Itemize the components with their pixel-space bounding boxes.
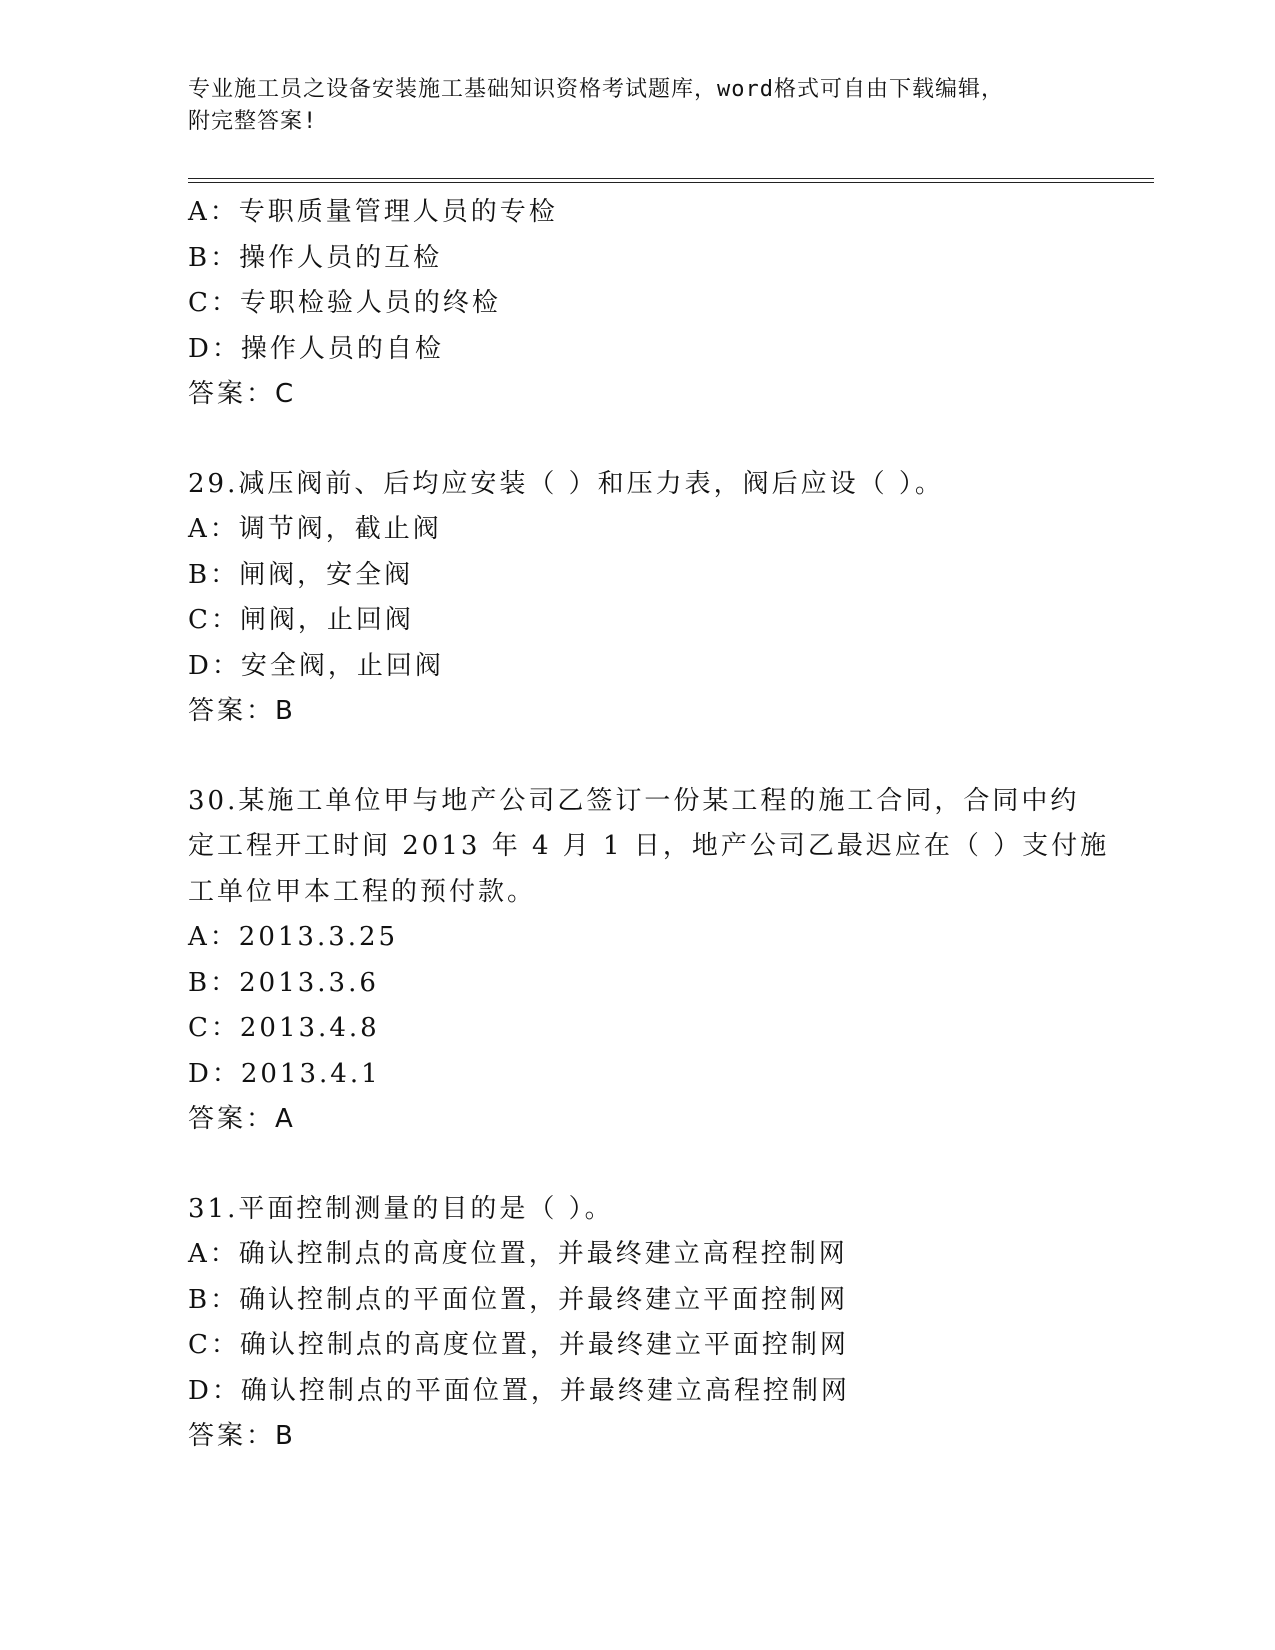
question-list: [188, 190, 1148, 1460]
option-c: C：闸阀，止回阀: [188, 605, 414, 635]
option-d: D：确认控制点的平面位置，并最终建立高程控制网: [188, 1375, 850, 1406]
option-a: A：2013.3.25: [188, 922, 399, 952]
question-stem-line-2: 定工程开工时间 2013 年 4 月 1 日，地产公司乙最迟应在（ ）支付施: [188, 831, 1110, 861]
question-stem-line-1: 30.某施工单位甲与地产公司乙签订一份某工程的施工合同，合同中约: [188, 785, 1080, 816]
spacer: [188, 1143, 1148, 1187]
option-b: B：2013.3.6: [188, 967, 379, 998]
document-header: [188, 74, 1088, 138]
question-stem: 29.减压阀前、后均应安装（ ）和压力表，阀后应设（ ）。: [188, 468, 944, 499]
option-a: A：专职质量管理人员的专检: [188, 197, 558, 227]
option-d: D：安全阀，止回阀: [188, 650, 444, 681]
option-d: D：2013.4.1: [188, 1058, 381, 1089]
option-b: B：确认控制点的平面位置，并最终建立平面控制网: [188, 1284, 849, 1315]
spacer: [188, 735, 1148, 779]
option-d: D：操作人员的自检: [188, 333, 444, 364]
header-title-line-2: 附完整答案!: [188, 109, 318, 134]
question-29: [188, 462, 1148, 735]
option-a: A：确认控制点的高度位置，并最终建立高程控制网: [188, 1239, 848, 1269]
question-stem-line-3: 工单位甲本工程的预付款。: [188, 876, 537, 907]
answer-line: 答案：C: [188, 379, 297, 409]
answer-line: 答案：B: [188, 696, 296, 726]
header-divider-bottom: [188, 182, 1154, 183]
question-31: [188, 1187, 1148, 1460]
spacer: [188, 418, 1148, 462]
option-a: A：调节阀，截止阀: [188, 514, 442, 544]
option-b: B：操作人员的互检: [188, 242, 443, 273]
option-c: C：确认控制点的高度位置，并最终建立平面控制网: [188, 1330, 849, 1360]
answer-line: 答案：A: [188, 1104, 296, 1134]
question-stem: 31.平面控制测量的目的是（ ）。: [188, 1193, 614, 1224]
option-c: C：专职检验人员的终检: [188, 288, 501, 318]
header-title-line-1: 专业施工员之设备安装施工基础知识资格考试题库，word格式可自由下载编辑，: [188, 77, 1004, 102]
question-30: [188, 779, 1148, 1143]
header-divider-top: [188, 178, 1154, 179]
option-b: B：闸阀，安全阀: [188, 559, 414, 590]
question-28-continued: [188, 190, 1148, 418]
answer-line: 答案：B: [188, 1421, 296, 1451]
option-c: C：2013.4.8: [188, 1013, 380, 1043]
